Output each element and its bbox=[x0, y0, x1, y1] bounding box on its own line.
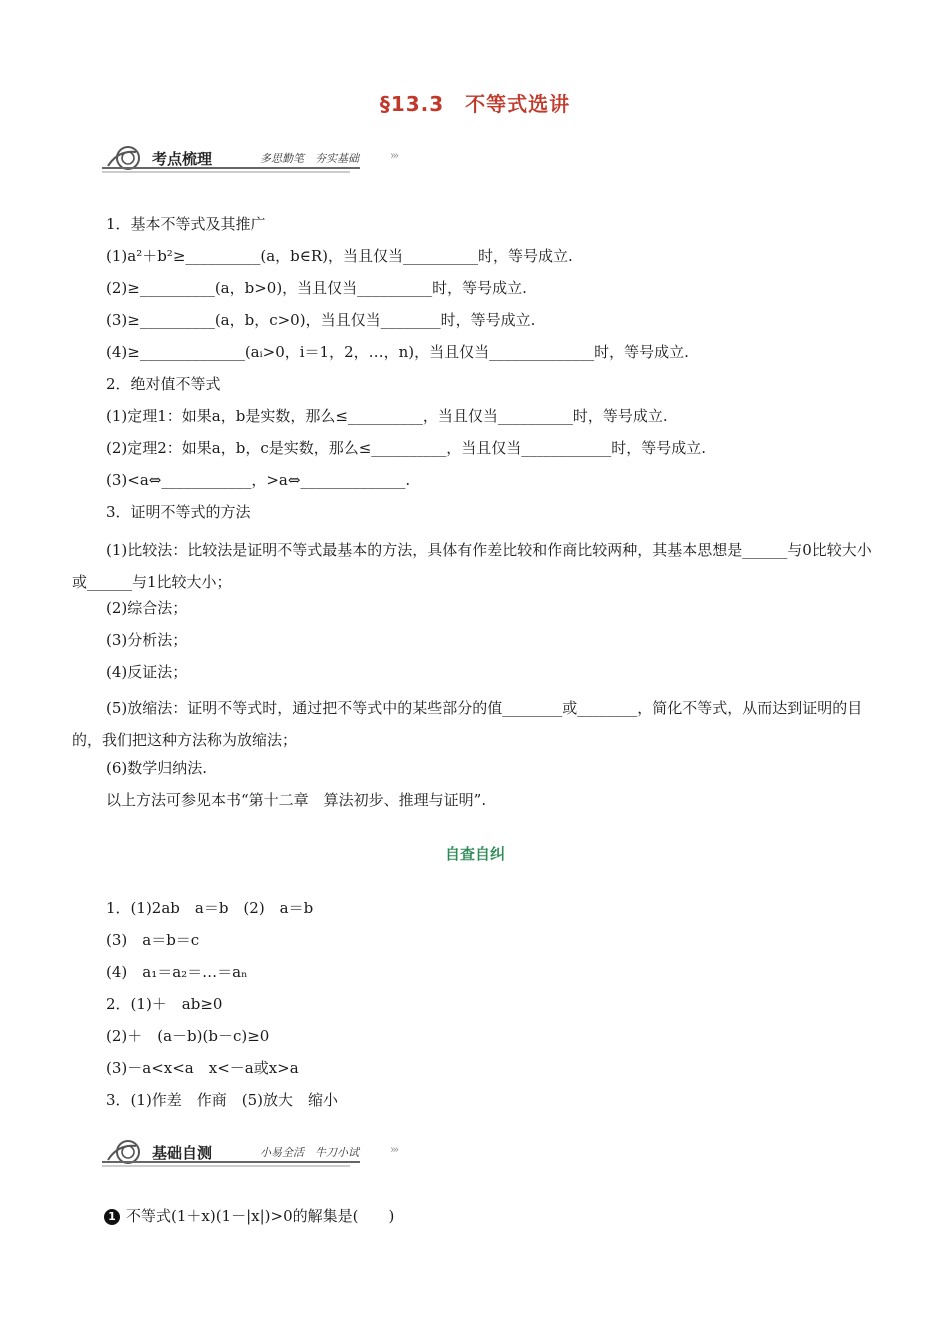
text-line: (2)定理2：如果a，b，c是实数，那么≤__________，当且仅当____________时，等号成立. bbox=[106, 439, 707, 457]
question-text: 不等式(1＋x)(1－|x|)>0的解集是( ) bbox=[126, 1207, 395, 1225]
page-title: §13.3 不等式选讲 bbox=[379, 92, 571, 116]
text-line: (1)定理1：如果a，b是实数，那么≤__________，当且仅当__________时，等号成立. bbox=[106, 407, 668, 425]
answer-line: (3)－a<x<a x<－a或x>a bbox=[106, 1059, 299, 1077]
question-number-badge: 1 bbox=[104, 1209, 120, 1225]
answer-line: 1．(1)2ab a＝b (2) a＝b bbox=[106, 899, 314, 917]
text-line: 2．绝对值不等式 bbox=[106, 375, 221, 393]
chevrons-icon: ››› bbox=[390, 149, 398, 162]
text-line: 以上方法可参见本书“第十二章 算法初步、推理与证明”. bbox=[106, 791, 487, 809]
banner-label: 考点梳理 bbox=[152, 150, 213, 168]
chevrons-icon: ››› bbox=[390, 1143, 398, 1156]
text-line: 1．基本不等式及其推广 bbox=[106, 215, 266, 233]
text-line: 3．证明不等式的方法 bbox=[106, 503, 251, 521]
question-1 bbox=[104, 1206, 394, 1226]
text-line: (4)反证法； bbox=[106, 663, 188, 681]
text-paragraph: (1)比较法：比较法是证明不等式最基本的方法，具体有作差比较和作商比较两种，其基本思想是______与0比较大小或______与1比较大小； bbox=[72, 541, 872, 591]
text-line: (2)≥__________(a，b>0)，当且仅当__________时，等号成立. bbox=[106, 279, 527, 297]
answer-line: 3．(1)作差 作商 (5)放大 缩小 bbox=[106, 1091, 339, 1109]
banner-slogan: 多思勤笔 夯实基础 bbox=[260, 152, 359, 165]
text-line: (3)<a⇔____________，>a⇔______________. bbox=[106, 471, 411, 489]
banner-kaodian bbox=[100, 144, 440, 184]
banner-label: 基础自测 bbox=[152, 1144, 213, 1162]
text-line: (3)≥__________(a，b，c>0)，当且仅当________时，等号成立. bbox=[106, 311, 536, 329]
text-line: (1)a²＋b²≥__________(a，b∈R)，当且仅当__________时，等号成立. bbox=[106, 247, 573, 265]
answer-line: (2)＋ (a－b)(b－c)≥0 bbox=[106, 1027, 270, 1045]
text-line: (2)综合法； bbox=[106, 599, 188, 617]
text-paragraph: (5)放缩法：证明不等式时，通过把不等式中的某些部分的值________或________，简化不等式，从而达到证明的目的，我们把这种方法称为放缩法； bbox=[72, 699, 863, 749]
banner-jichu bbox=[100, 1138, 440, 1178]
answer-line: 2．(1)＋ ab≥0 bbox=[106, 995, 223, 1013]
banner-slogan: 小易全活 牛刀小试 bbox=[260, 1146, 359, 1159]
text-line: (6)数学归纳法. bbox=[106, 759, 208, 777]
text-line: (3)分析法； bbox=[106, 631, 188, 649]
answer-line: (4) a₁＝a₂＝…＝aₙ bbox=[106, 963, 248, 981]
answer-line: (3) a＝b＝c bbox=[106, 931, 200, 949]
self-check-heading: 自查自纠 bbox=[444, 845, 505, 863]
text-line: (4)≥______________(aᵢ>0，i＝1，2，…，n)，当且仅当______________时，等号成立. bbox=[106, 343, 689, 361]
